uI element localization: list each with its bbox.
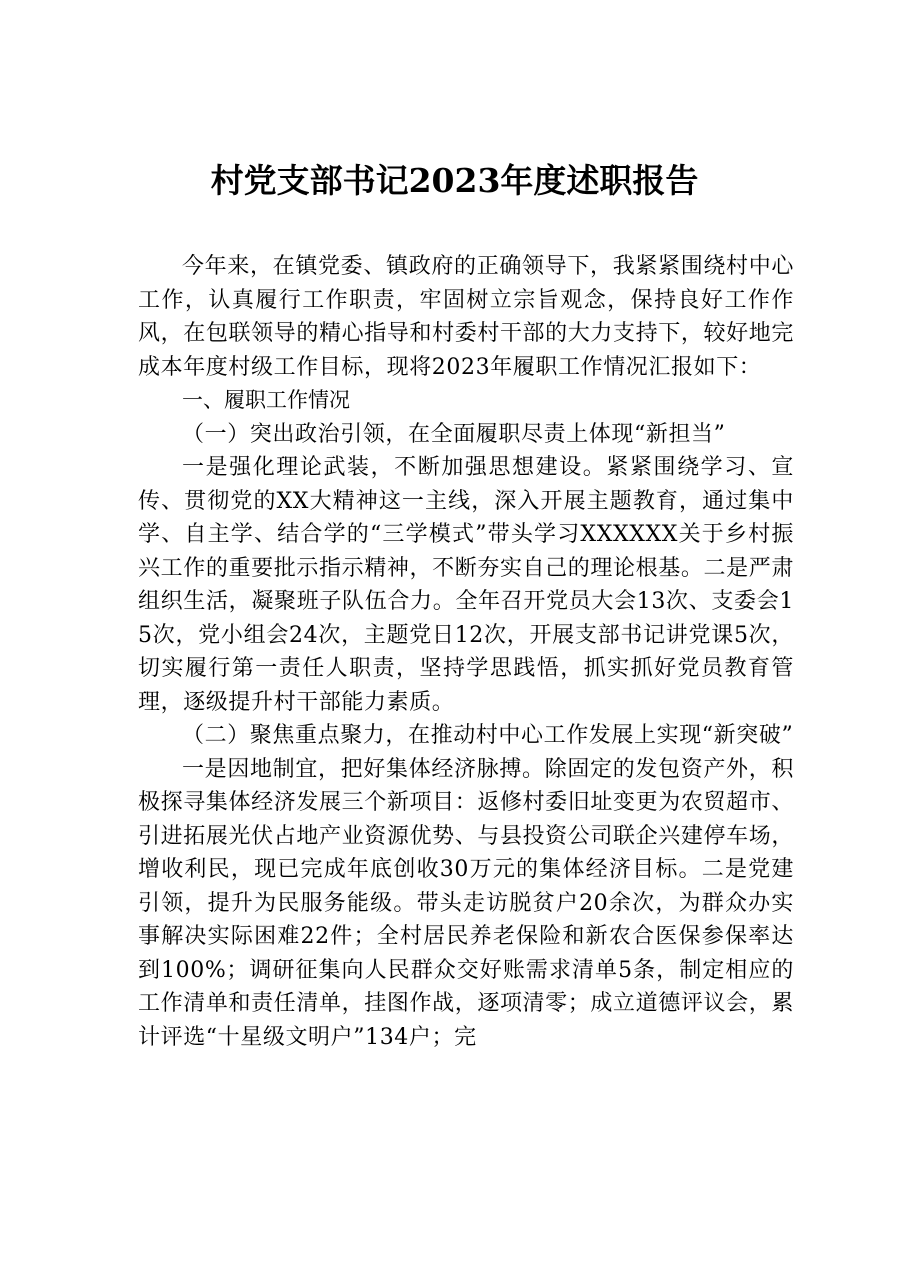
subsection-heading-2: （二）聚焦重点聚力，在推动村中心工作发展上实现“新突破”: [182, 723, 794, 748]
document-body: [138, 250, 794, 1054]
subsection-2-paragraph: 一是因地制宜，把好集体经济脉搏。除固定的发包资产外，积极探寻集体经济发展三个新项目：返修村委旧址变更为农贸超市、引进拓展光伏占地产业资源优势、与县投资公司联企兴建停车场，增收利民，现已完成年底创收30万元的集体经济目标。二是党建引领，提升为民服务能级。带头走访脱贫户20余次，为群众办实事解决实际困难22件；全村居民养老保险和新农合医保参保率达到100%；调研征集向人民群众交好账需求清单5条，制定相应的工作清单和责任清单，挂图作战，逐项清零；成立道德评议会，累计评选“十星级文明户”134户；完: [138, 756, 794, 1050]
subsection-1-paragraph: 一是强化理论武装，不断加强思想建设。紧紧围绕学习、宣传、贯彻党的XX大精神这一主线，深入开展主题教育，通过集中学、自主学、结合学的“三学模式”带头学习XXXXXX关于乡村振兴工作的重要批示指示精神，不断夯实自己的理论根基。二是严肃组织生活，凝聚班子队伍合力。全年召开党员大会13次、支委会15次，党小组会24次，主题党日12次，开展支部书记讲党课5次，切实履行第一责任人职责，坚持学思践悟，抓实抓好党员教育管理，逐级提升村干部能力素质。: [138, 455, 794, 715]
section-heading-1: 一、履职工作情况: [182, 388, 350, 412]
document-title: 村党支部书记2023年度述职报告: [210, 161, 699, 200]
intro-paragraph: 今年来，在镇党委、镇政府的正确领导下，我紧紧围绕村中心工作，认真履行工作职责，牢固树立宗旨观念，保持良好工作作风，在包联领导的精心指导和村委村干部的大力支持下，较好地完成本年度村级工作目标，现将2023年履职工作情况汇报如下：: [138, 254, 794, 380]
subsection-heading-1: （一）突出政治引领，在全面履职尽责上体现“新担当”: [182, 421, 726, 447]
